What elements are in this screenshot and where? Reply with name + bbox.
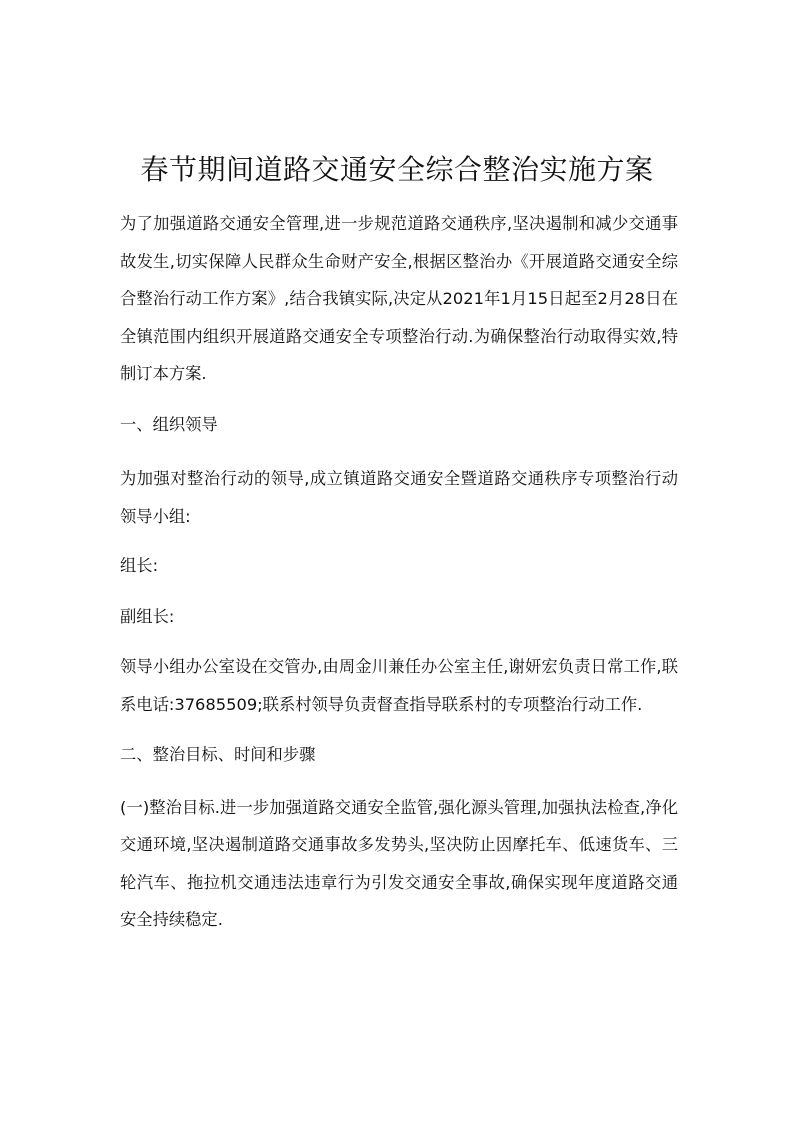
- office-paragraph: 领导小组办公室设在交管办,由周金川兼任办公室主任,谢妍宏负责日常工作,联系电话:37685509;联系村领导负责督查指导联系村的专项整治行动工作.: [120, 657, 678, 714]
- deputy-leader-line: 副组长:: [120, 606, 175, 626]
- document-body: [120, 205, 678, 939]
- goal-paragraph: (一)整治目标.进一步加强道路交通安全监管,强化源头管理,加强执法检查,净化交通环境,坚决遏制道路交通事故多发势头,坚决防止因摩托车、低速货车、三轮汽车、拖拉机交通违法违章行为引发交通安全事故,确保实现年度道路交通安全持续稳定.: [120, 797, 678, 929]
- section-heading-organization: 一、组织领导: [120, 414, 218, 434]
- leader-line: 组长:: [120, 556, 159, 575]
- intro-paragraph: 为了加强道路交通安全管理,进一步规范道路交通秩序,坚决遏制和减少交通事故发生,切实保障人民群众生命财产安全,根据区整治办《开展道路交通安全综合整治行动工作方案》,结合我镇实际,决定从2021年1月15日起至2月28日在全镇范围内组织开展道路交通安全专项整治行动.为确保整治行动取得实效,特制订本方案.: [120, 214, 678, 383]
- organization-paragraph: 为加强对整治行动的领导,成立镇道路交通安全暨道路交通秩序专项整治行动领导小组:: [120, 469, 678, 526]
- section-heading-goals: 二、整治目标、时间和步骤: [120, 745, 316, 764]
- document-title: 春节期间道路交通安全综合整治实施方案: [140, 153, 654, 186]
